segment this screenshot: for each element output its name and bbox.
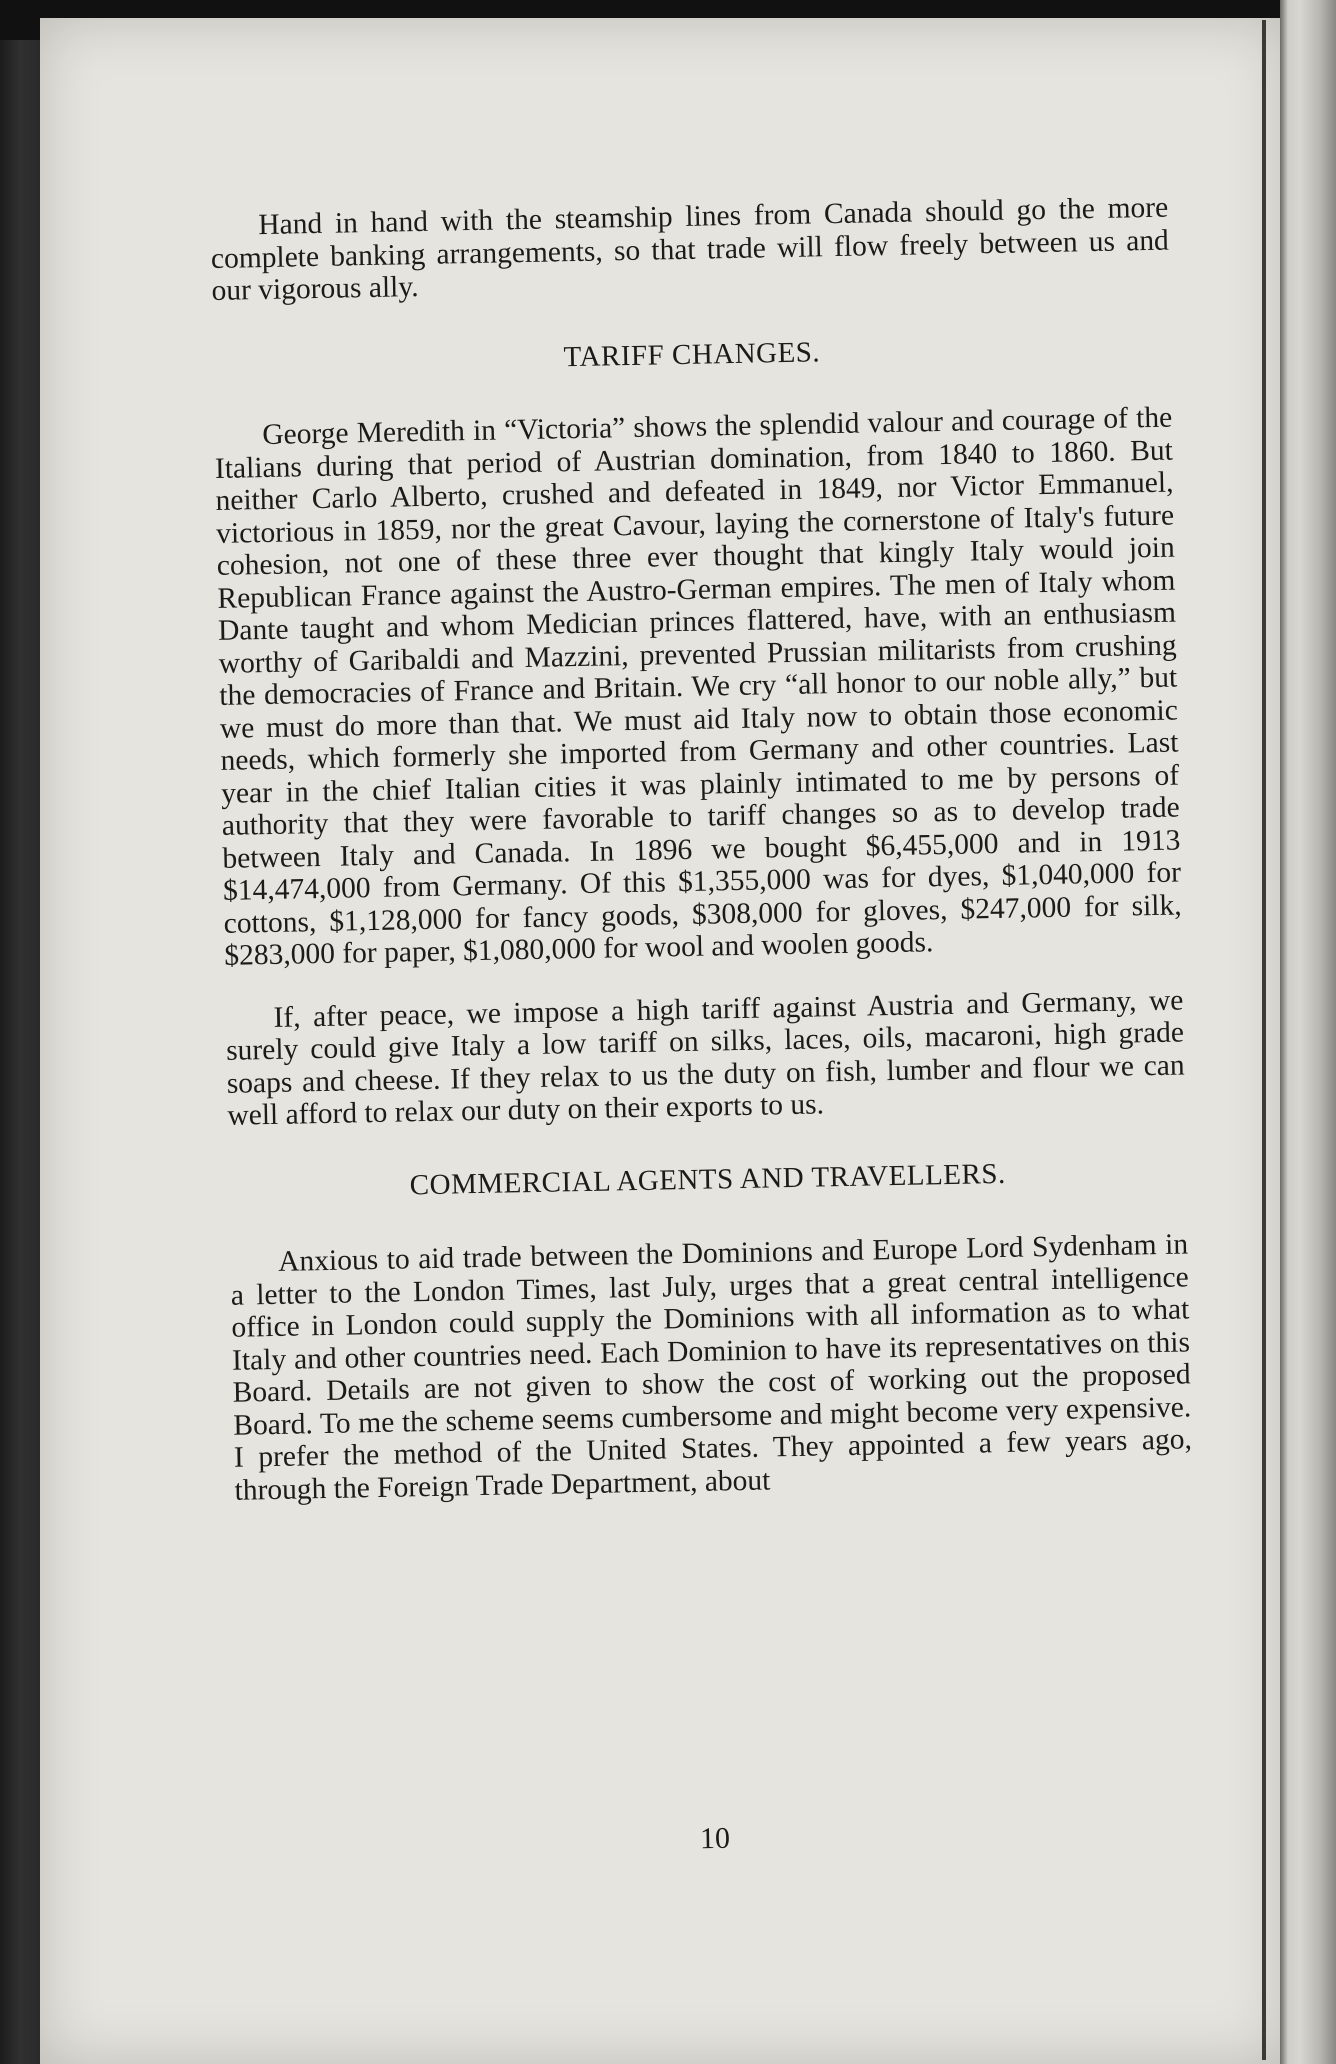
page-gutter-line (1262, 20, 1266, 2060)
page-text-block (210, 192, 1193, 1507)
section-heading-commercial-agents: COMMERCIAL AGENTS AND TRAVELLERS. (409, 1157, 1006, 1201)
paragraph-tariff-after-peace: If, after peace, we impose a high tariff against Austria and Germany, we surely could give Italy a low tariff on silks, laces, oils, macaroni, high grade soaps and cheese. If they relax to us the duty on fish, lumber and flour we can well afford to relax our duty on their exports to us. (225, 983, 1185, 1132)
paragraph-meredith-victoria: George Meredith in “Victoria” shows the splendid valour and courage of the Italians during that period of Austrian domination, from 1840 to 1860. But neither Carlo Alberto, crushed and defeated in 1849, nor Victor Emmanuel, victorious in 1859, nor the great Cavour, laying the cornerstone of Italy's future cohesion, not one of these three ever thought that kingly Italy would join Republican France against the Austro-German empires. The men of Italy whom Dante taught and whom Medician princes flattered, have, with an enthusiasm worthy of Garibaldi and Mazzini, prevented Prussian militarists from crushing the democracies of France and Britain. We cry “all honor to our noble ally,” but we must do more than that. We must aid Italy now to obtain those economic needs, which formerly she imported from Germany and other countries. Last year in the chief Italian cities it was plainly intimated to me by persons of authority that they were favorable to tariff changes so as to develop trade between Italy and Canada. In 1896 we bought $6,455,000 and in 1913 $14,474,000 from Germany. Of this $1,355,000 was for dyes, $1,040,000 for cottons, $1,128,000 for fancy goods, $308,000 for gloves, $247,000 for silk, $283,000 for paper, $1,080,000 for wool and woolen goods. (214, 401, 1182, 972)
paragraph-lord-sydenham: Anxious to aid trade between the Dominions and Europe Lord Sydenham in a letter to the London Times, last July, urges that a great central intelligence office in London could supply the Dominions with all information as to what Italy and other countries need. Each Dominion to have its representatives on this Board. Details are not given to show the cost of working out the proposed Board. To me the scheme seems cumbersome and might become very expensive. I prefer the method of the United States. They appointed a few years ago, through the Foreign Trade Department, about (230, 1228, 1193, 1507)
page-number: 10 (699, 1821, 731, 1856)
paragraph-steamship-banking: Hand in hand with the steamship lines from Canada should go the more complete banking arrangements, so that trade will flow freely between us and our vigorous ally. (210, 191, 1170, 307)
section-heading-tariff-changes: TARIFF CHANGES. (563, 335, 821, 373)
book-page-edge (1280, 0, 1336, 2064)
